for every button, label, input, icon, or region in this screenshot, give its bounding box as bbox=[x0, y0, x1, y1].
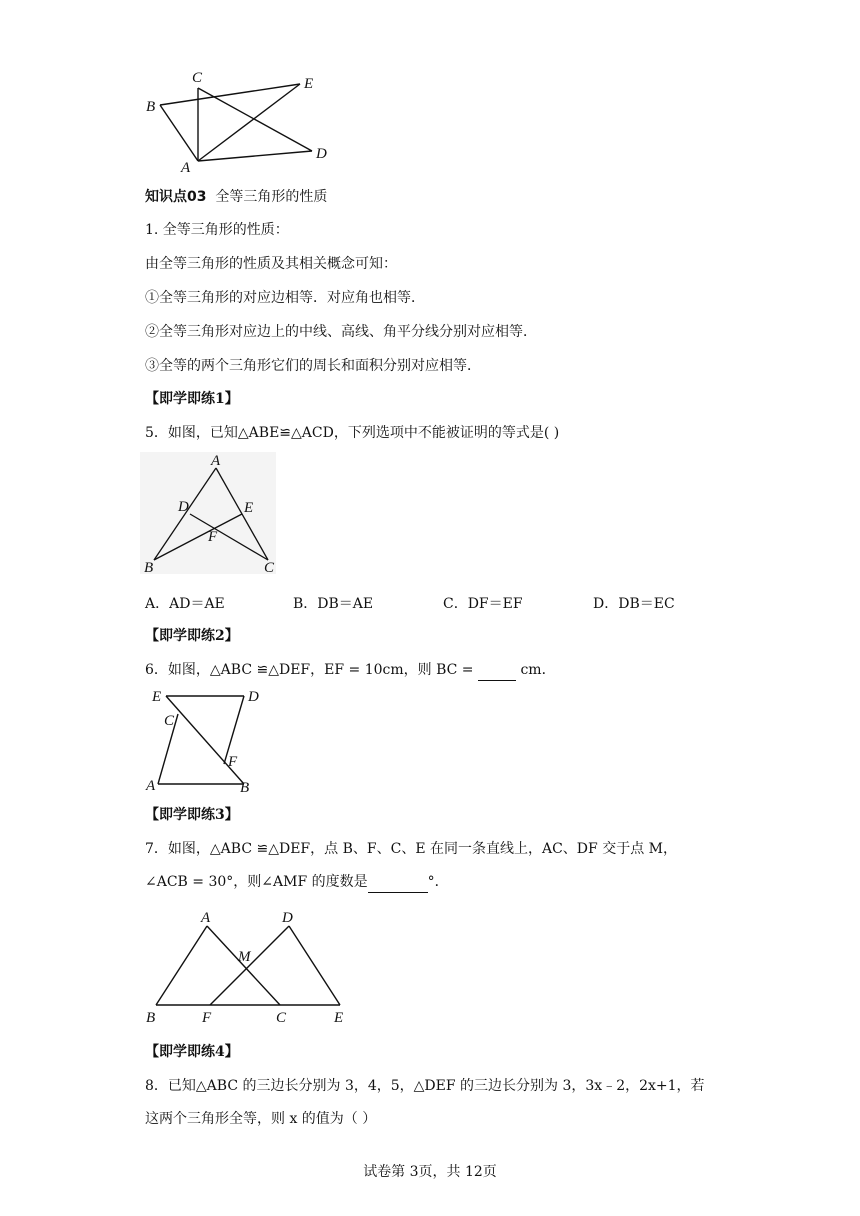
property-line-4: ②全等三角形对应边上的中线、高线、角平分线分别对应相等． bbox=[145, 324, 537, 340]
property-line-3: ①全等三角形的对应边相等．对应角也相等． bbox=[145, 290, 425, 306]
q6-label-F: F bbox=[228, 754, 238, 770]
practice-heading-1: 【即学即练1】 bbox=[145, 391, 239, 407]
q7-line2-after: °． bbox=[427, 874, 449, 890]
q5-option-d: D．DB＝EC bbox=[593, 596, 675, 612]
q7-label-M: M bbox=[238, 949, 251, 965]
section-label: 知识点03 bbox=[145, 189, 207, 205]
question-8-line-1: 8．已知△ABC 的三边长分别为 3，4，5，△DEF 的三边长分别为 3，3x﹣2，2x+1，若 bbox=[145, 1078, 705, 1094]
q5-option-a: A．AD＝AE bbox=[145, 596, 225, 612]
q5-label-B: B bbox=[144, 560, 154, 576]
label-D: D bbox=[316, 146, 327, 162]
practice-heading-3: 【即学即练3】 bbox=[145, 807, 239, 823]
q5-option-b: B．DB＝AE bbox=[293, 596, 374, 612]
label-B: B bbox=[146, 99, 156, 115]
q7-answer-blank[interactable] bbox=[368, 872, 428, 893]
figure-top-triangles bbox=[140, 66, 340, 176]
q5-option-c: C．DF＝EF bbox=[443, 596, 523, 612]
q6-label-A: A bbox=[146, 778, 156, 794]
q6-answer-blank[interactable] bbox=[478, 660, 516, 681]
q6-label-E: E bbox=[152, 689, 162, 705]
label-A: A bbox=[181, 160, 191, 176]
question-5-text: 5．如图，已知△ABE≌△ACD，下列选项中不能被证明的等式是( ) bbox=[145, 425, 560, 441]
label-C: C bbox=[192, 70, 203, 86]
q6-label-C: C bbox=[164, 713, 175, 729]
page-footer: 试卷第 3页，共 12页 bbox=[363, 1164, 497, 1180]
section-heading bbox=[145, 186, 327, 206]
property-line-5: ③全等的两个三角形它们的周长和面积分别对应相等． bbox=[145, 358, 481, 374]
figure-q5-triangles bbox=[140, 452, 280, 577]
q7-label-E: E bbox=[334, 1010, 344, 1026]
q6-label-B: B bbox=[240, 780, 250, 796]
q7-label-A: A bbox=[201, 910, 211, 926]
q7-label-F: F bbox=[202, 1010, 212, 1026]
figure-q7-triangles bbox=[140, 906, 360, 1026]
q5-label-C: C bbox=[264, 560, 275, 576]
question-8-line-2: 这两个三角形全等，则 x 的值为（ ） bbox=[145, 1111, 377, 1127]
q7-label-B: B bbox=[146, 1010, 156, 1026]
practice-heading-4: 【即学即练4】 bbox=[145, 1044, 239, 1060]
q7-label-D: D bbox=[282, 910, 293, 926]
q6-label-D: D bbox=[248, 689, 259, 705]
label-E: E bbox=[304, 76, 314, 92]
q5-label-A: A bbox=[211, 453, 221, 469]
q6-text-after: cm． bbox=[520, 662, 556, 678]
practice-heading-2: 【即学即练2】 bbox=[145, 628, 239, 644]
q6-text-before: 6．如图，△ABC ≌△DEF，EF = 10cm，则 BC = bbox=[145, 662, 474, 678]
figure-q6-triangles bbox=[140, 684, 270, 799]
question-6-text bbox=[145, 660, 556, 681]
q5-label-F: F bbox=[208, 529, 218, 545]
property-line-1: 1. 全等三角形的性质： bbox=[145, 222, 289, 238]
q5-label-E: E bbox=[244, 500, 254, 516]
question-7-line-2 bbox=[145, 872, 449, 893]
q7-line2-before: ∠ACB = 30°，则∠AMF 的度数是 bbox=[145, 874, 368, 890]
section-title: 全等三角形的性质 bbox=[215, 189, 328, 205]
q7-label-C: C bbox=[276, 1010, 287, 1026]
q5-label-D: D bbox=[178, 499, 189, 515]
question-7-line-1: 7．如图，△ABC ≌△DEF，点 B、F、C、E 在同一条直线上，AC、DF 交于点 M， bbox=[145, 841, 677, 857]
property-line-2: 由全等三角形的性质及其相关概念可知： bbox=[145, 256, 397, 272]
